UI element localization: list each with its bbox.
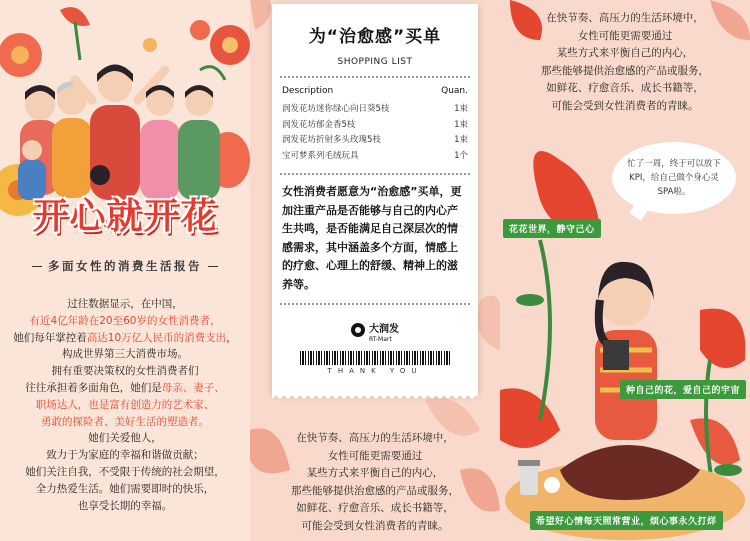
item-qty: 1束	[454, 119, 468, 130]
list-item	[282, 133, 468, 149]
item-name: 润发花坊折射多头玫瑰5枝	[282, 135, 381, 145]
panel-report-cover	[0, 0, 250, 541]
receipt-divider	[280, 303, 470, 305]
report-title: 开心就开花	[32, 196, 218, 237]
text-line: 在快节奏、高压力的生活环境中，	[296, 432, 454, 444]
receipt-header	[282, 86, 468, 96]
text-line: 那些能够提供治愈感的产品或服务，	[291, 484, 459, 497]
panel-self-care	[500, 0, 750, 541]
text-run: 全力热爱生活。她们需要即时的快乐，	[35, 482, 215, 495]
report-subtitle-row	[0, 258, 250, 274]
store-logo-icon	[351, 323, 365, 337]
col-quantity: Quan.	[441, 86, 468, 96]
panel-shopping-receipt	[250, 0, 500, 541]
text-run: ，	[226, 331, 237, 344]
text-line: 那些能够提供治愈感的产品或服务，	[541, 64, 709, 77]
report-subtitle: 多面女性的消费生活报告	[48, 259, 202, 273]
report-intro-text	[0, 296, 250, 514]
text-run: 她们关注自我，不受限于传统的社会期望，	[25, 465, 225, 478]
text-line	[0, 498, 250, 515]
shopping-receipt	[272, 4, 478, 394]
text-line	[0, 481, 250, 498]
highlighted-text: 母亲、妻子、	[161, 381, 225, 394]
text-line: 女性可能更需要通过	[577, 29, 673, 42]
highlighted-text: 勇敢的探险者、美好生活的塑造者。	[41, 415, 209, 428]
receipt-title: 为“治愈感”买单	[308, 27, 442, 47]
tag-label-2: 种自己的花，爱自己的宇宙	[620, 380, 746, 399]
text-line	[0, 313, 250, 330]
barcode-icon	[300, 351, 450, 365]
divider-left	[32, 266, 42, 267]
item-qty: 1个	[454, 150, 468, 161]
store-logo-text	[369, 317, 399, 343]
text-run: 过往数据显示，在中国，	[67, 298, 183, 310]
text-line: 某些方式来平衡自己的内心，	[556, 47, 694, 59]
store-name: 大润发	[369, 324, 399, 335]
thank-you-text: THANK YOU	[327, 367, 423, 375]
receipt-divider	[280, 173, 470, 175]
text-line	[0, 414, 250, 431]
item-name: 润发花坊郁金香5枝	[282, 119, 356, 130]
text-line	[0, 464, 250, 481]
item-name: 宝可梦系列毛绒玩具	[282, 150, 359, 161]
text-line: 女性可能更需要通过	[327, 449, 423, 462]
text-line	[0, 447, 250, 464]
text-line	[0, 296, 250, 313]
text-line	[0, 346, 250, 363]
list-item	[282, 149, 468, 165]
text-line	[0, 397, 250, 414]
list-item	[282, 102, 468, 118]
item-name: 润发花坊迷你绿心向日葵5枝	[282, 104, 390, 114]
text-run: 她们关爱他人，	[88, 432, 162, 445]
tag-label-3: 希望好心情每天照常营业，烦心事永久打烊	[530, 511, 723, 530]
text-line: 可能会受到女性消费者的青睐。	[301, 519, 449, 532]
text-line: 某些方式来平衡自己的内心，	[306, 467, 444, 479]
receipt-subtitle: SHOPPING LIST	[337, 57, 413, 67]
highlighted-text: 有近4亿年龄在20至60岁的女性消费者，	[29, 314, 221, 327]
receipt-divider	[280, 76, 470, 78]
text-run: 往往承担着多面角色，她们是	[25, 381, 162, 394]
text-line	[0, 363, 250, 380]
divider-right	[208, 266, 218, 267]
tag-label-1: 花花世界，静守己心	[503, 219, 601, 238]
text-run: 构成世界第三大消费市场。	[62, 348, 188, 361]
receipt-items	[282, 102, 468, 164]
text-line: 在快节奏、高压力的生活环境中，	[546, 12, 704, 24]
text-run: 她们每年掌控着	[13, 331, 87, 344]
panel2-text	[250, 430, 500, 535]
text-line: 如鲜花、疗愈音乐、成长书籍等，	[296, 502, 454, 514]
text-line	[0, 380, 250, 397]
store-logo	[272, 317, 478, 343]
text-run: 致力于为家庭的幸福和谐做贡献；	[46, 449, 204, 462]
col-description: Description	[282, 86, 334, 96]
highlighted-text: 高达10万亿人民币的消费支出	[86, 331, 227, 344]
text-line	[0, 430, 250, 447]
text-run: 拥有重要决策权的女性消费者们	[51, 365, 199, 378]
item-qty: 1束	[454, 104, 468, 114]
text-run: 也享受长期的幸福。	[77, 499, 173, 512]
list-item	[282, 118, 468, 134]
store-name-en: RT-Mart	[369, 336, 392, 343]
panel3-text	[500, 10, 750, 115]
text-line: 如鲜花、疗愈音乐、成长书籍等，	[546, 82, 704, 94]
highlighted-text: 职场达人，也是富有创造力的艺术家、	[35, 398, 215, 411]
text-line	[0, 330, 250, 347]
receipt-body-text: 女性消费者愿意为“治愈感”买单，更加注重产品是否能够与自己的内心产生共鸣，是否能满足自己深层次的情感需求，其中涵盖多个方面，情感上的疗愈、心理上的舒缓、精神上的滋养等。	[282, 185, 462, 291]
item-qty: 1束	[454, 135, 468, 145]
text-line: 可能会受到女性消费者的青睐。	[551, 99, 699, 112]
speech-bubble: 忙了一周，终于可以放下KPI，给自己做个身心灵SPA啦。	[612, 142, 736, 214]
